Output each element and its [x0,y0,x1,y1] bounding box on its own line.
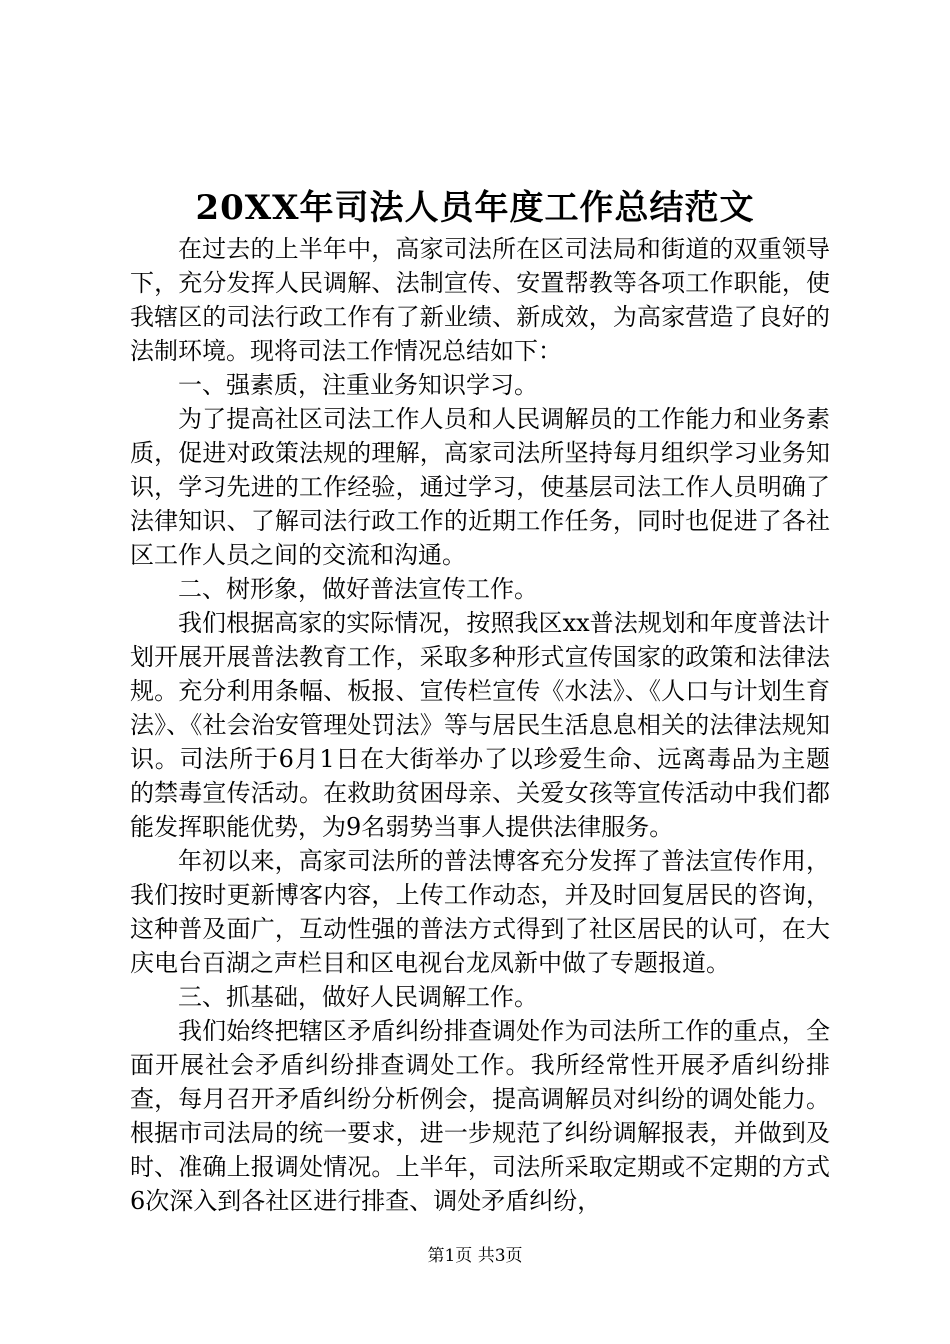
section-heading-1: 一、强素质，注重业务知识学习。 [178,371,538,399]
paragraph-section-2a: 我们根据高家的实际情况，按照我区xx普法规划和年度普法计划开展开展普法教育工作，采取多种形式宣传国家的政策和法律法规。充分利用条幅、板报、宣传栏宣传《水法》、《人口与计划生育法》、《社会治安管理处罚法》等与居民生活息息相关的法律法规知识。司法所于6月1日在大街举办了以珍爱生命、远离毒品为主题的禁毒宣传活动。在救助贫困母亲、关爱女孩等宣传活动中我们都能发挥职能优势，为9名弱势当事人提供法律服务。 [130,609,830,841]
paragraph-section-3: 我们始终把辖区矛盾纠纷排查调处作为司法所工作的重点，全面开展社会矛盾纠纷排查调处工作。我所经常性开展矛盾纠纷排查，每月召开矛盾纠纷分析例会，提高调解员对纠纷的调处能力。根据市司法局的统一要求，进一步规范了纠纷调解报表，并做到及时、准确上报调处情况。上半年，司法所采取定期或不定期的方式6次深入到各社区进行排查、调处矛盾纠纷， [130,1017,830,1215]
page-number-footer: 第1页 共3页 [427,1246,523,1266]
paragraph-section-1: 为了提高社区司法工作人员和人民调解员的工作能力和业务素质，促进对政策法规的理解，高家司法所坚持每月组织学习业务知识，学习先进的工作经验，通过学习，使基层司法工作人员明确了法律知识、了解司法行政工作的近期工作任务，同时也促进了各社区工作人员之间的交流和沟通。 [130,405,830,569]
document-title: 20XX年司法人员年度工作总结范文 [195,188,755,228]
section-heading-3: 三、抓基础，做好人民调解工作。 [178,983,538,1011]
paragraph-intro: 在过去的上半年中，高家司法所在区司法局和街道的双重领导下，充分发挥人民调解、法制宣传、安置帮教等各项工作职能，使我辖区的司法行政工作有了新业绩、新成效，为高家营造了良好的法制环境。现将司法工作情况总结如下： [130,235,830,365]
paragraph-section-2b: 年初以来，高家司法所的普法博客充分发挥了普法宣传作用，我们按时更新博客内容，上传工作动态，并及时回复居民的咨询，这种普及面广，互动性强的普法方式得到了社区居民的认可，在大庆电台百湖之声栏目和区电视台龙凤新中做了专题报道。 [130,847,830,977]
section-heading-2: 二、树形象，做好普法宣传工作。 [178,575,538,603]
document-body [130,232,830,1218]
